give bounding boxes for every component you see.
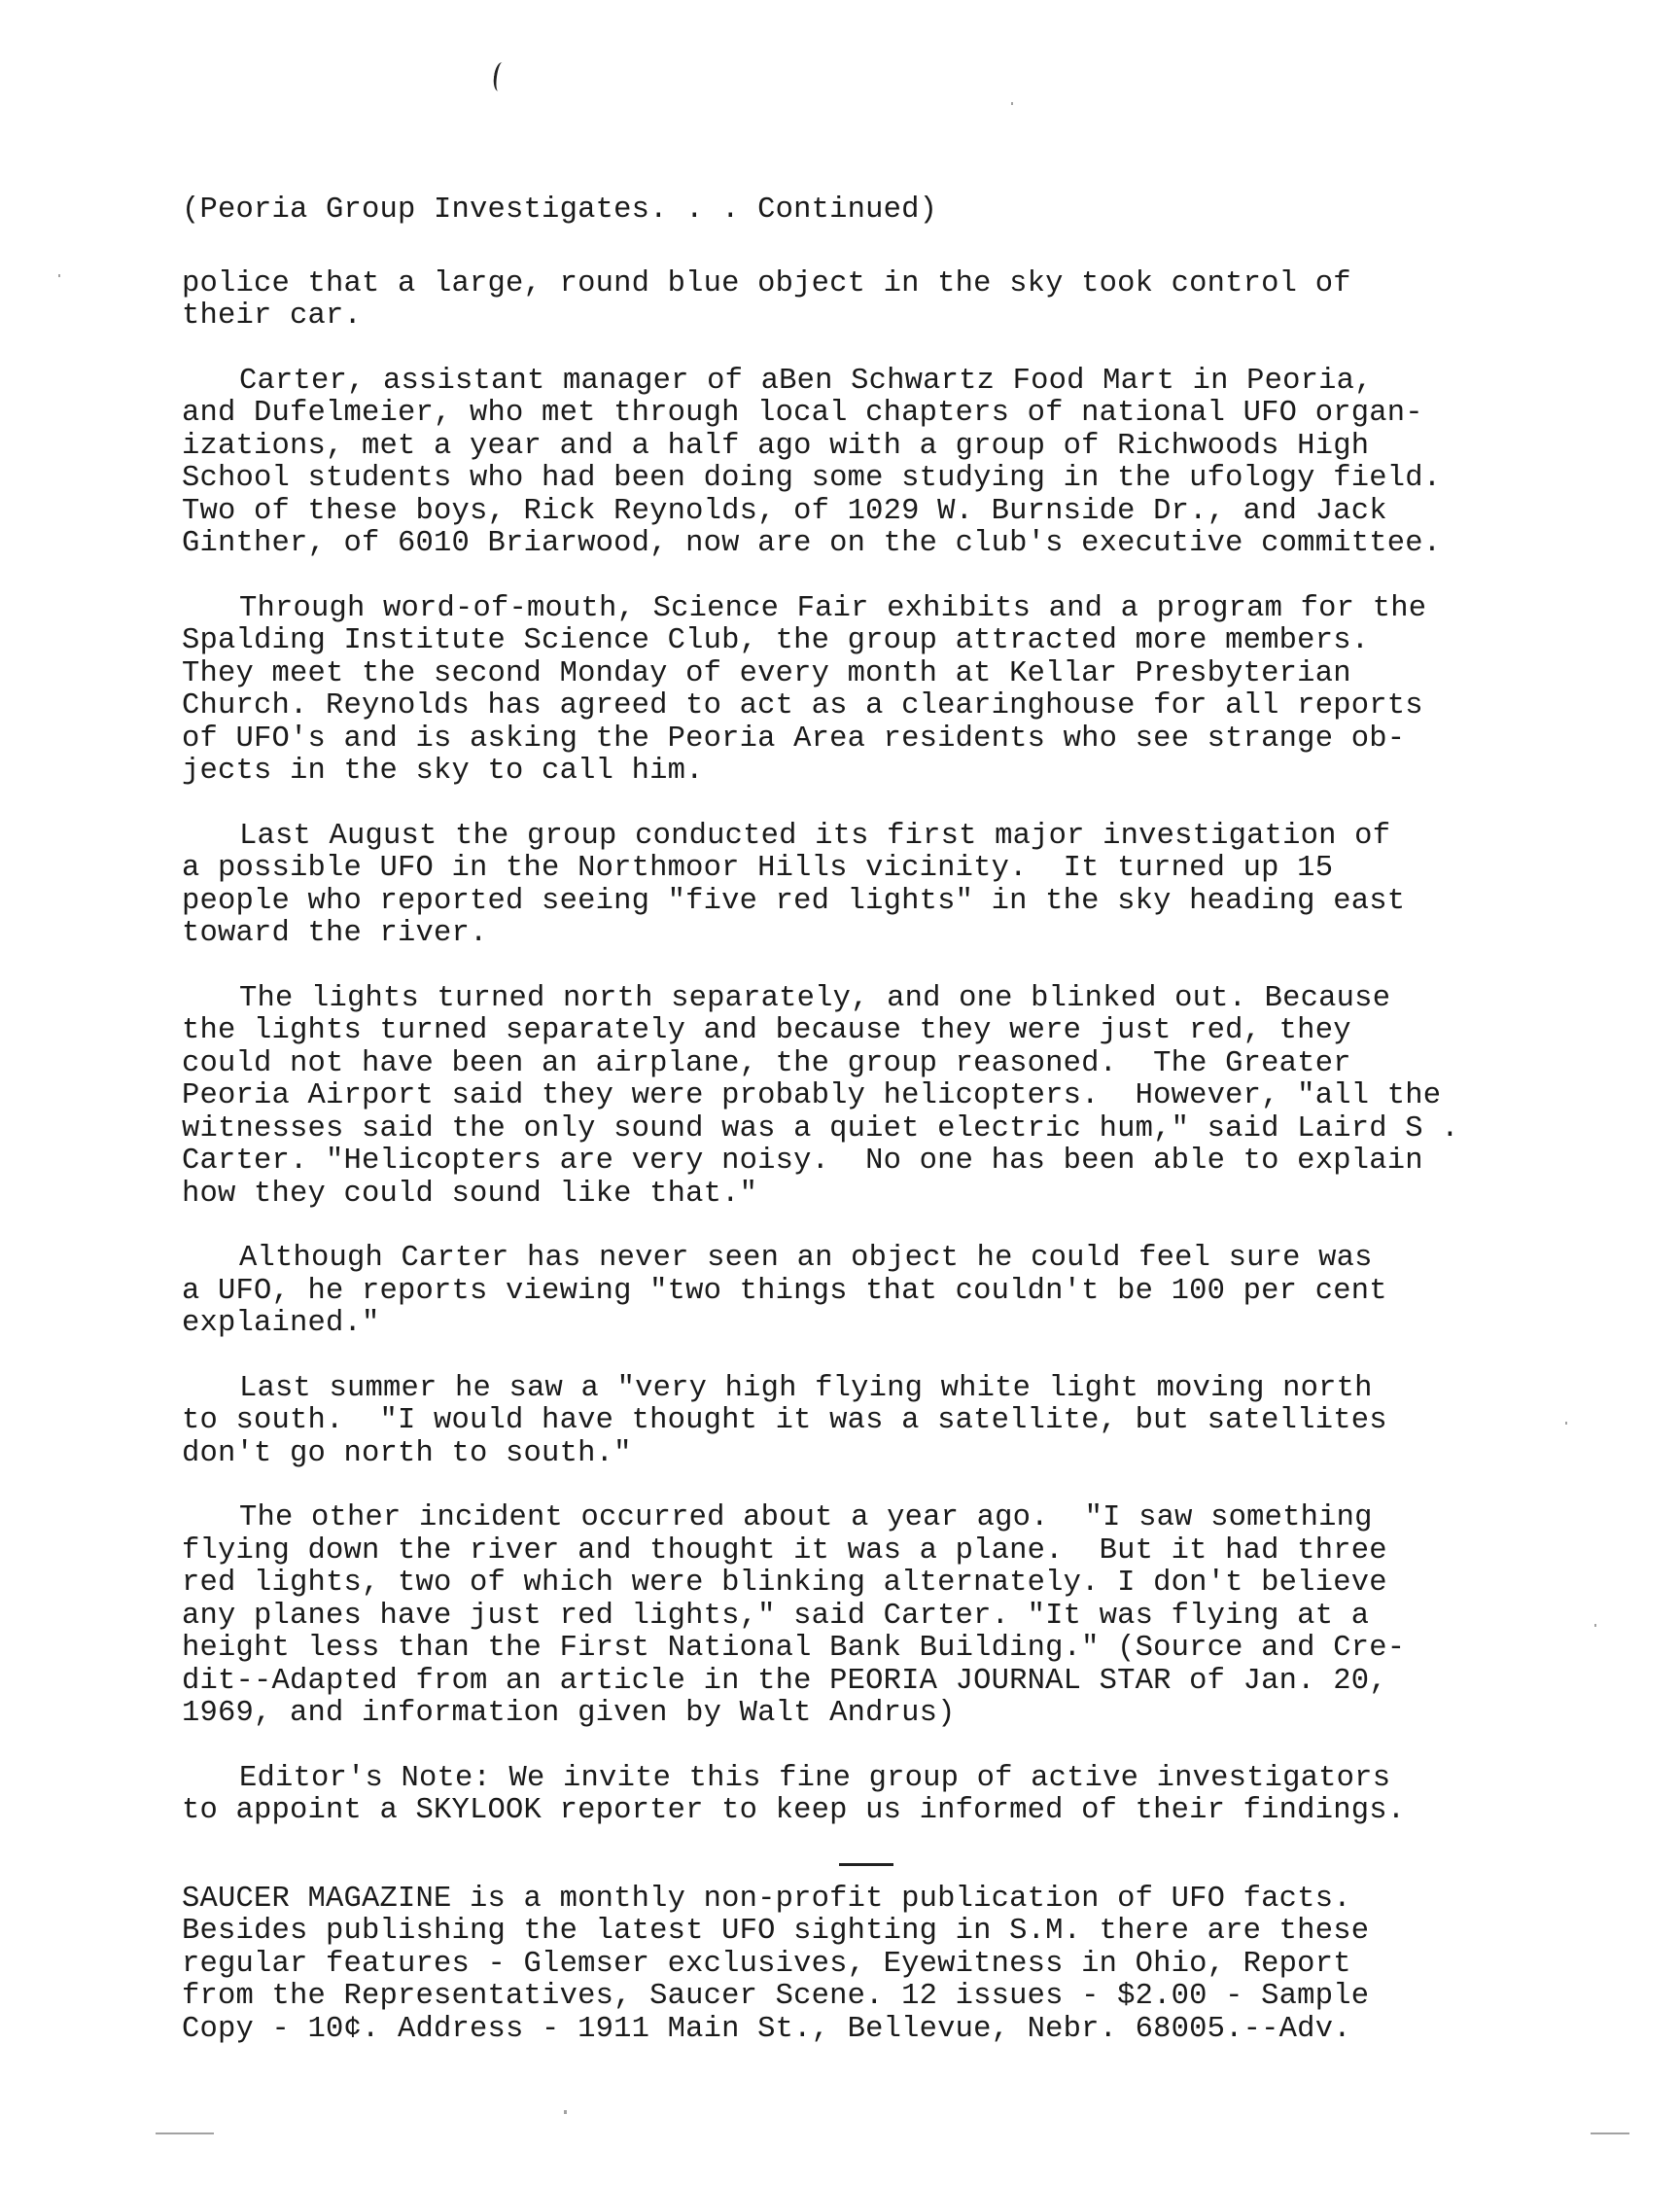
- paragraph-lights-analysis: [182, 983, 1562, 1212]
- text-line: their car.: [182, 300, 363, 333]
- text-line: The lights turned north separately, and one blinked out. Because: [239, 981, 1391, 1015]
- text-line: Carter. "Helicopters are very noisy. No one has been able to explain: [182, 1145, 1423, 1178]
- paragraph-founders: [182, 366, 1562, 561]
- paragraph-river-incident: [182, 1502, 1562, 1731]
- text-line: Last August the group conducted its first major investigation of: [239, 819, 1391, 853]
- article-body: [182, 194, 1562, 2078]
- text-line: toward the river.: [182, 917, 488, 950]
- paragraph-white-light: [182, 1373, 1562, 1471]
- text-line: Through word-of-mouth, Science Fair exhibits and a program for the: [239, 591, 1427, 625]
- text-line: and Dufelmeier, who met through local chapters of national UFO organ-: [182, 397, 1423, 430]
- text-line: explained.": [182, 1307, 380, 1340]
- text-line: Peoria Airport said they were probably helicopters. However, "all the: [182, 1079, 1442, 1112]
- text-line: to appoint a SKYLOOK reporter to keep us informed of their findings.: [182, 1794, 1406, 1827]
- text-line: Last summer he saw a "very high flying white light moving north: [239, 1371, 1373, 1405]
- text-line: flying down the river and thought it was a plane. But it had three: [182, 1533, 1387, 1568]
- stray-ink-mark: [492, 61, 508, 92]
- text-line: Although Carter has never seen an object he could feel sure was: [239, 1242, 1373, 1275]
- text-line: Besides publishing the latest UFO sighting in S.M. there are these: [182, 1915, 1370, 1948]
- text-line: School students who had been doing some studying in the ufology field.: [182, 462, 1442, 495]
- paragraph-police-report: [182, 268, 1562, 334]
- editors-note: [182, 1763, 1562, 1828]
- text-line: Ginther, of 6010 Briarwood, now are on the club's executive committee.: [182, 527, 1442, 560]
- text-line: Spalding Institute Science Club, the group attracted more members.: [182, 624, 1370, 657]
- text-line: how they could sound like that.": [182, 1177, 758, 1211]
- text-line: Editor's Note: We invite this fine group of active investigators: [239, 1761, 1391, 1795]
- text-line: the lights turned separately and because they were just red, they: [182, 1014, 1351, 1047]
- text-line: red lights, two of which were blinking alternately. I don't believe: [182, 1567, 1387, 1600]
- text-line: Church. Reynolds has agreed to act as a clearinghouse for all reports: [182, 689, 1423, 722]
- text-line: 1969, and information given by Walt Andrus): [182, 1697, 956, 1730]
- text-line: witnesses said the only sound was a quiet electric hum," said Laird S .: [182, 1111, 1459, 1145]
- text-line: a UFO, he reports viewing "two things that couldn't be 100 per cent: [182, 1274, 1387, 1308]
- paragraph-carter-sightings: [182, 1243, 1562, 1341]
- text-line: dit--Adapted from an article in the PEORIA JOURNAL STAR of Jan. 20,: [182, 1664, 1387, 1698]
- text-line: could not have been an airplane, the group reasoned. The Greater: [182, 1046, 1351, 1080]
- scan-speckle: [564, 2110, 567, 2114]
- text-line: people who reported seeing "five red lights" in the sky heading east: [182, 884, 1406, 918]
- paragraph-membership: [182, 593, 1562, 789]
- text-line: jects in the sky to call him.: [182, 755, 704, 788]
- scan-speckle: [1565, 1422, 1567, 1425]
- scan-speckle: [1594, 1624, 1596, 1627]
- text-line: from the Representatives, Saucer Scene. 12 issues - $2.00 - Sample: [182, 1980, 1370, 2013]
- text-line: Copy - 10¢. Address - 1911 Main St., Bellevue, Nebr. 68005.--Adv.: [182, 2012, 1351, 2046]
- scan-speckle: [58, 274, 60, 277]
- continuation-heading: (Peoria Group Investigates. . . Continued): [182, 194, 938, 227]
- text-line: any planes have just red lights," said Carter. "It was flying at a: [182, 1599, 1370, 1633]
- text-line: height less than the First National Bank Building." (Source and Cre-: [182, 1632, 1406, 1665]
- text-line: a possible UFO in the Northmoor Hills vicinity. It turned up 15: [182, 852, 1334, 885]
- text-line: regular features - Glemser exclusives, Eyewitness in Ohio, Report: [182, 1947, 1351, 1981]
- text-line: izations, met a year and a half ago with a group of Richwoods High: [182, 429, 1370, 463]
- section-divider: [839, 1863, 893, 1866]
- text-line: don't go north to south.": [182, 1436, 632, 1470]
- text-line: Carter, assistant manager of aBen Schwartz Food Mart in Peoria,: [239, 364, 1373, 398]
- text-line: SAUCER MAGAZINE is a monthly non-profit publication of UFO facts.: [182, 1882, 1351, 1916]
- text-line: Two of these boys, Rick Reynolds, of 1029 W. Burnside Dr., and Jack: [182, 494, 1387, 528]
- text-line: The other incident occurred about a year ago. "I saw something: [239, 1501, 1373, 1534]
- text-line: They meet the second Monday of every month at Kellar Presbyterian: [182, 656, 1351, 690]
- scan-speckle: [1591, 2132, 1629, 2134]
- scan-speckle: [156, 2132, 214, 2134]
- paragraph-first-investigation: [182, 821, 1562, 951]
- text-line: police that a large, round blue object in the sky took control of: [182, 266, 1351, 300]
- text-line: of UFO's and is asking the Peoria Area residents who see strange ob-: [182, 722, 1406, 756]
- scan-speckle: [1011, 102, 1013, 105]
- text-line: to south. "I would have thought it was a satellite, but satellites: [182, 1404, 1387, 1437]
- saucer-magazine-advertisement: [182, 1884, 1562, 2047]
